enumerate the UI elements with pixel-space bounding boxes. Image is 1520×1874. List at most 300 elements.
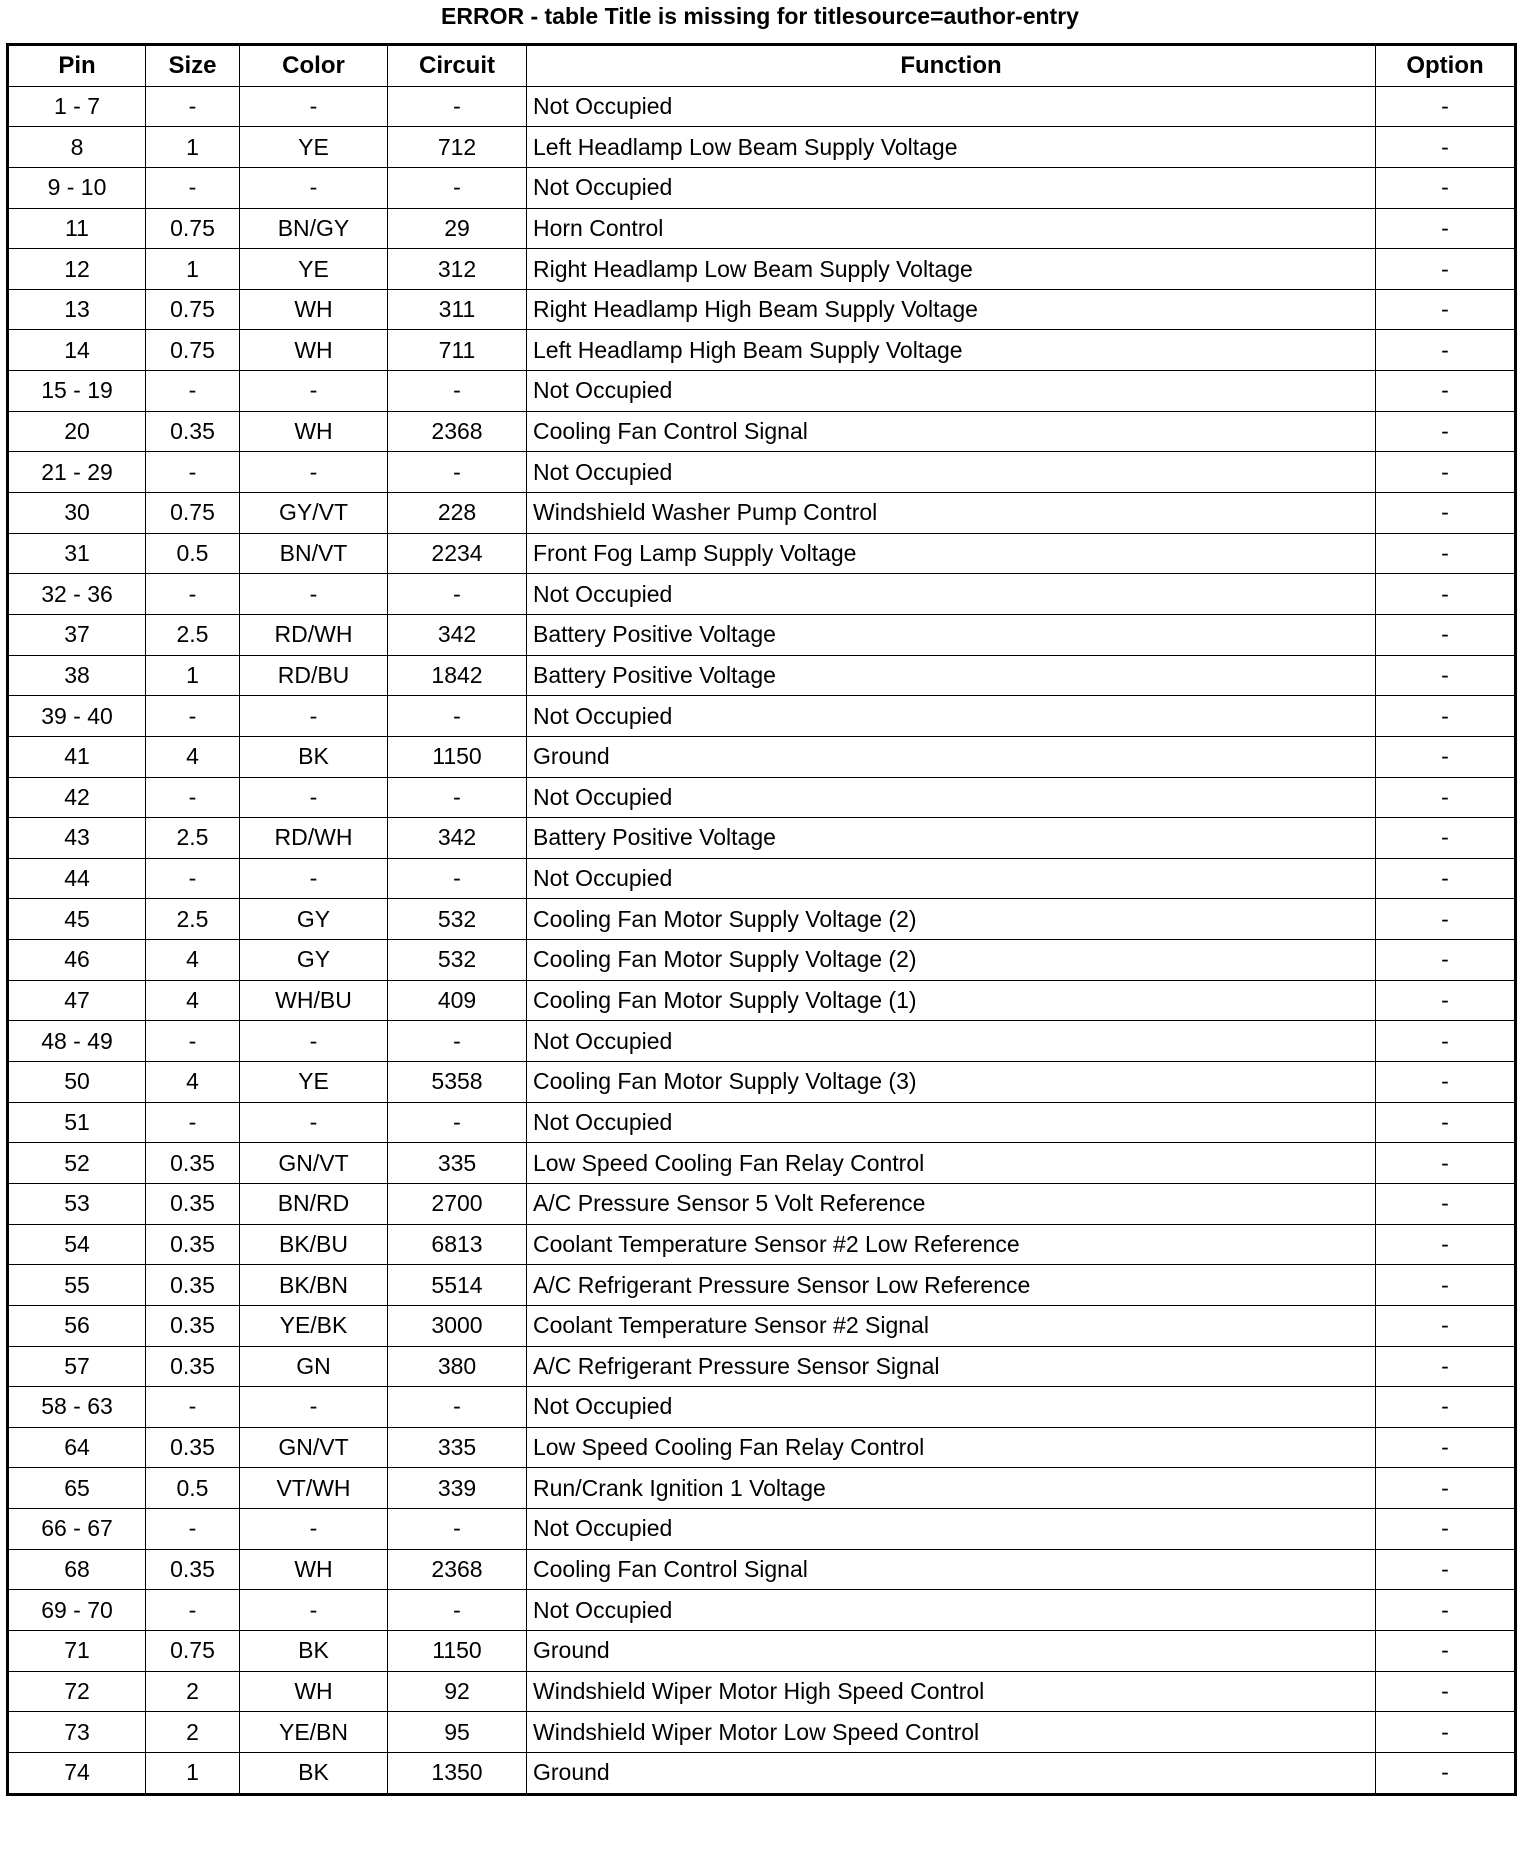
- cell-circuit: -: [388, 574, 527, 615]
- cell-color: YE: [240, 1062, 388, 1103]
- cell-color: WH: [240, 289, 388, 330]
- cell-color: WH: [240, 411, 388, 452]
- cell-size: 0.75: [146, 1630, 240, 1671]
- cell-pin: 56: [8, 1305, 146, 1346]
- table-row: [8, 858, 1516, 899]
- cell-function: A/C Refrigerant Pressure Sensor Signal: [527, 1346, 1376, 1387]
- cell-size: -: [146, 167, 240, 208]
- cell-circuit: -: [388, 167, 527, 208]
- cell-circuit: 6813: [388, 1224, 527, 1265]
- cell-option: -: [1376, 330, 1516, 371]
- cell-function: Windshield Washer Pump Control: [527, 493, 1376, 534]
- cell-pin: 65: [8, 1468, 146, 1509]
- header-row: [8, 45, 1516, 87]
- cell-size: 4: [146, 736, 240, 777]
- cell-pin: 20: [8, 411, 146, 452]
- cell-function: Right Headlamp Low Beam Supply Voltage: [527, 249, 1376, 290]
- cell-pin: 73: [8, 1712, 146, 1753]
- cell-option: -: [1376, 411, 1516, 452]
- cell-function: Not Occupied: [527, 1590, 1376, 1631]
- cell-color: WH: [240, 1671, 388, 1712]
- cell-color: BK/BN: [240, 1265, 388, 1306]
- cell-size: -: [146, 1590, 240, 1631]
- cell-color: BK/BU: [240, 1224, 388, 1265]
- cell-pin: 41: [8, 736, 146, 777]
- cell-option: -: [1376, 1590, 1516, 1631]
- cell-color: -: [240, 858, 388, 899]
- table-row: [8, 1752, 1516, 1794]
- cell-pin: 15 - 19: [8, 371, 146, 412]
- table-row: [8, 1021, 1516, 1062]
- table-row: [8, 127, 1516, 168]
- cell-color: -: [240, 696, 388, 737]
- cell-circuit: 409: [388, 980, 527, 1021]
- cell-circuit: 342: [388, 614, 527, 655]
- cell-option: -: [1376, 940, 1516, 981]
- table-body: [8, 86, 1516, 1794]
- cell-option: -: [1376, 533, 1516, 574]
- cell-color: GN: [240, 1346, 388, 1387]
- cell-function: Not Occupied: [527, 167, 1376, 208]
- cell-color: RD/BU: [240, 655, 388, 696]
- cell-pin: 50: [8, 1062, 146, 1103]
- table-row: [8, 1265, 1516, 1306]
- cell-pin: 66 - 67: [8, 1509, 146, 1550]
- table-title: ERROR - table Title is missing for titlesource=author-entry: [441, 3, 1079, 29]
- cell-size: -: [146, 86, 240, 127]
- column-header-function: Function: [527, 45, 1376, 87]
- cell-circuit: 1150: [388, 1630, 527, 1671]
- cell-function: Cooling Fan Motor Supply Voltage (1): [527, 980, 1376, 1021]
- cell-color: BN/RD: [240, 1183, 388, 1224]
- cell-option: -: [1376, 1021, 1516, 1062]
- cell-pin: 43: [8, 818, 146, 859]
- cell-circuit: 312: [388, 249, 527, 290]
- table-row: [8, 1468, 1516, 1509]
- cell-size: -: [146, 858, 240, 899]
- table-row: [8, 574, 1516, 615]
- cell-option: -: [1376, 1305, 1516, 1346]
- cell-option: -: [1376, 1102, 1516, 1143]
- cell-function: Not Occupied: [527, 1387, 1376, 1428]
- table-row: [8, 452, 1516, 493]
- cell-size: 0.35: [146, 1305, 240, 1346]
- cell-function: Battery Positive Voltage: [527, 614, 1376, 655]
- cell-function: Not Occupied: [527, 452, 1376, 493]
- cell-circuit: 311: [388, 289, 527, 330]
- cell-option: -: [1376, 980, 1516, 1021]
- cell-pin: 8: [8, 127, 146, 168]
- cell-function: Cooling Fan Control Signal: [527, 1549, 1376, 1590]
- cell-function: Not Occupied: [527, 1102, 1376, 1143]
- cell-size: 0.35: [146, 1549, 240, 1590]
- cell-size: 0.75: [146, 493, 240, 534]
- cell-circuit: -: [388, 1590, 527, 1631]
- cell-size: 2.5: [146, 614, 240, 655]
- cell-size: 0.35: [146, 1427, 240, 1468]
- cell-circuit: -: [388, 1021, 527, 1062]
- cell-size: 0.75: [146, 289, 240, 330]
- cell-color: BK: [240, 736, 388, 777]
- table-row: [8, 1305, 1516, 1346]
- cell-color: GY/VT: [240, 493, 388, 534]
- cell-circuit: 335: [388, 1143, 527, 1184]
- cell-size: 1: [146, 249, 240, 290]
- cell-circuit: -: [388, 1509, 527, 1550]
- cell-function: Windshield Wiper Motor Low Speed Control: [527, 1712, 1376, 1753]
- table-row: [8, 1549, 1516, 1590]
- cell-color: -: [240, 777, 388, 818]
- table-row: [8, 1062, 1516, 1103]
- table-row: [8, 249, 1516, 290]
- table-row: [8, 1387, 1516, 1428]
- cell-color: WH/BU: [240, 980, 388, 1021]
- cell-circuit: 342: [388, 818, 527, 859]
- cell-pin: 13: [8, 289, 146, 330]
- cell-pin: 21 - 29: [8, 452, 146, 493]
- cell-function: Cooling Fan Motor Supply Voltage (2): [527, 899, 1376, 940]
- column-header-circuit: Circuit: [388, 45, 527, 87]
- cell-size: 0.75: [146, 330, 240, 371]
- cell-pin: 45: [8, 899, 146, 940]
- cell-color: RD/WH: [240, 614, 388, 655]
- cell-size: -: [146, 1102, 240, 1143]
- cell-color: YE/BN: [240, 1712, 388, 1753]
- cell-circuit: 5358: [388, 1062, 527, 1103]
- cell-function: Not Occupied: [527, 858, 1376, 899]
- cell-size: 0.35: [146, 1143, 240, 1184]
- cell-pin: 14: [8, 330, 146, 371]
- cell-pin: 32 - 36: [8, 574, 146, 615]
- cell-pin: 38: [8, 655, 146, 696]
- cell-circuit: -: [388, 1387, 527, 1428]
- cell-pin: 44: [8, 858, 146, 899]
- cell-function: Right Headlamp High Beam Supply Voltage: [527, 289, 1376, 330]
- cell-color: GN/VT: [240, 1427, 388, 1468]
- connector-pinout-table: [6, 43, 1517, 1796]
- cell-option: -: [1376, 899, 1516, 940]
- cell-option: -: [1376, 614, 1516, 655]
- cell-option: -: [1376, 1671, 1516, 1712]
- table-row: [8, 614, 1516, 655]
- cell-circuit: 5514: [388, 1265, 527, 1306]
- cell-pin: 9 - 10: [8, 167, 146, 208]
- cell-circuit: -: [388, 777, 527, 818]
- cell-color: BN/GY: [240, 208, 388, 249]
- cell-function: Low Speed Cooling Fan Relay Control: [527, 1427, 1376, 1468]
- cell-size: 4: [146, 1062, 240, 1103]
- cell-function: Ground: [527, 736, 1376, 777]
- cell-color: GY: [240, 899, 388, 940]
- cell-function: A/C Pressure Sensor 5 Volt Reference: [527, 1183, 1376, 1224]
- cell-circuit: 335: [388, 1427, 527, 1468]
- cell-pin: 37: [8, 614, 146, 655]
- cell-option: -: [1376, 86, 1516, 127]
- table-row: [8, 1224, 1516, 1265]
- cell-function: Windshield Wiper Motor High Speed Control: [527, 1671, 1376, 1712]
- table-row: [8, 777, 1516, 818]
- cell-option: -: [1376, 452, 1516, 493]
- cell-color: BN/VT: [240, 533, 388, 574]
- cell-size: 0.35: [146, 411, 240, 452]
- table-row: [8, 899, 1516, 940]
- cell-pin: 31: [8, 533, 146, 574]
- cell-option: -: [1376, 127, 1516, 168]
- cell-option: -: [1376, 1427, 1516, 1468]
- cell-pin: 53: [8, 1183, 146, 1224]
- cell-option: -: [1376, 858, 1516, 899]
- cell-option: -: [1376, 574, 1516, 615]
- cell-color: WH: [240, 1549, 388, 1590]
- cell-color: GY: [240, 940, 388, 981]
- table-row: [8, 411, 1516, 452]
- cell-function: Not Occupied: [527, 574, 1376, 615]
- cell-option: -: [1376, 289, 1516, 330]
- cell-circuit: 711: [388, 330, 527, 371]
- cell-pin: 46: [8, 940, 146, 981]
- cell-circuit: -: [388, 858, 527, 899]
- column-header-size: Size: [146, 45, 240, 87]
- table-row: [8, 1712, 1516, 1753]
- cell-option: -: [1376, 818, 1516, 859]
- cell-pin: 72: [8, 1671, 146, 1712]
- cell-pin: 47: [8, 980, 146, 1021]
- cell-color: WH: [240, 330, 388, 371]
- cell-color: YE/BK: [240, 1305, 388, 1346]
- cell-circuit: -: [388, 86, 527, 127]
- cell-option: -: [1376, 371, 1516, 412]
- cell-color: VT/WH: [240, 1468, 388, 1509]
- cell-function: Not Occupied: [527, 1021, 1376, 1062]
- cell-circuit: 1842: [388, 655, 527, 696]
- cell-function: Not Occupied: [527, 696, 1376, 737]
- cell-color: -: [240, 1021, 388, 1062]
- cell-option: -: [1376, 1468, 1516, 1509]
- cell-size: 4: [146, 980, 240, 1021]
- cell-color: -: [240, 1102, 388, 1143]
- table-row: [8, 289, 1516, 330]
- table-row: [8, 1102, 1516, 1143]
- cell-circuit: 532: [388, 940, 527, 981]
- cell-option: -: [1376, 736, 1516, 777]
- cell-circuit: -: [388, 452, 527, 493]
- cell-option: -: [1376, 1630, 1516, 1671]
- column-header-color: Color: [240, 45, 388, 87]
- cell-size: 2: [146, 1671, 240, 1712]
- cell-pin: 71: [8, 1630, 146, 1671]
- cell-pin: 52: [8, 1143, 146, 1184]
- table-row: [8, 1346, 1516, 1387]
- table-row: [8, 1509, 1516, 1550]
- cell-pin: 30: [8, 493, 146, 534]
- cell-option: -: [1376, 1183, 1516, 1224]
- table-row: [8, 655, 1516, 696]
- cell-option: -: [1376, 1062, 1516, 1103]
- cell-function: Cooling Fan Motor Supply Voltage (2): [527, 940, 1376, 981]
- cell-size: 1: [146, 127, 240, 168]
- cell-color: -: [240, 86, 388, 127]
- cell-circuit: 95: [388, 1712, 527, 1753]
- cell-function: Not Occupied: [527, 86, 1376, 127]
- cell-function: Cooling Fan Control Signal: [527, 411, 1376, 452]
- cell-circuit: 712: [388, 127, 527, 168]
- cell-circuit: 2700: [388, 1183, 527, 1224]
- cell-circuit: -: [388, 696, 527, 737]
- cell-size: 0.5: [146, 533, 240, 574]
- cell-circuit: -: [388, 1102, 527, 1143]
- cell-circuit: 339: [388, 1468, 527, 1509]
- table-row: [8, 1427, 1516, 1468]
- cell-function: Left Headlamp High Beam Supply Voltage: [527, 330, 1376, 371]
- cell-size: -: [146, 574, 240, 615]
- cell-circuit: 1350: [388, 1752, 527, 1794]
- table-row: [8, 330, 1516, 371]
- cell-size: -: [146, 1387, 240, 1428]
- cell-pin: 1 - 7: [8, 86, 146, 127]
- cell-circuit: -: [388, 371, 527, 412]
- cell-circuit: 2368: [388, 411, 527, 452]
- column-header-option: Option: [1376, 45, 1516, 87]
- table-row: [8, 940, 1516, 981]
- cell-size: 0.35: [146, 1224, 240, 1265]
- table-row: [8, 167, 1516, 208]
- cell-function: Ground: [527, 1752, 1376, 1794]
- cell-size: 2: [146, 1712, 240, 1753]
- cell-function: Run/Crank Ignition 1 Voltage: [527, 1468, 1376, 1509]
- cell-circuit: 3000: [388, 1305, 527, 1346]
- table-row: [8, 818, 1516, 859]
- cell-option: -: [1376, 1509, 1516, 1550]
- cell-pin: 12: [8, 249, 146, 290]
- cell-function: Ground: [527, 1630, 1376, 1671]
- cell-color: BK: [240, 1630, 388, 1671]
- cell-pin: 11: [8, 208, 146, 249]
- cell-size: 1: [146, 1752, 240, 1794]
- cell-size: -: [146, 696, 240, 737]
- cell-function: Cooling Fan Motor Supply Voltage (3): [527, 1062, 1376, 1103]
- cell-circuit: 2368: [388, 1549, 527, 1590]
- cell-color: -: [240, 1509, 388, 1550]
- cell-size: 4: [146, 940, 240, 981]
- cell-function: Battery Positive Voltage: [527, 655, 1376, 696]
- cell-size: 0.75: [146, 208, 240, 249]
- cell-pin: 48 - 49: [8, 1021, 146, 1062]
- cell-pin: 64: [8, 1427, 146, 1468]
- cell-color: -: [240, 167, 388, 208]
- cell-color: -: [240, 1590, 388, 1631]
- table-row: [8, 371, 1516, 412]
- cell-color: -: [240, 574, 388, 615]
- cell-function: Front Fog Lamp Supply Voltage: [527, 533, 1376, 574]
- cell-option: -: [1376, 1549, 1516, 1590]
- cell-option: -: [1376, 655, 1516, 696]
- cell-pin: 69 - 70: [8, 1590, 146, 1631]
- cell-color: YE: [240, 127, 388, 168]
- cell-circuit: 2234: [388, 533, 527, 574]
- table-row: [8, 1143, 1516, 1184]
- table-row: [8, 736, 1516, 777]
- table-row: [8, 86, 1516, 127]
- cell-circuit: 532: [388, 899, 527, 940]
- cell-option: -: [1376, 1346, 1516, 1387]
- table-row: [8, 696, 1516, 737]
- cell-option: -: [1376, 1224, 1516, 1265]
- cell-option: -: [1376, 1143, 1516, 1184]
- cell-function: A/C Refrigerant Pressure Sensor Low Reference: [527, 1265, 1376, 1306]
- cell-pin: 55: [8, 1265, 146, 1306]
- table-row: [8, 1630, 1516, 1671]
- cell-circuit: 380: [388, 1346, 527, 1387]
- table-row: [8, 1590, 1516, 1631]
- cell-color: RD/WH: [240, 818, 388, 859]
- cell-size: 0.35: [146, 1183, 240, 1224]
- cell-function: Horn Control: [527, 208, 1376, 249]
- cell-pin: 57: [8, 1346, 146, 1387]
- cell-pin: 39 - 40: [8, 696, 146, 737]
- cell-color: YE: [240, 249, 388, 290]
- cell-circuit: 92: [388, 1671, 527, 1712]
- cell-function: Not Occupied: [527, 1509, 1376, 1550]
- cell-size: -: [146, 1509, 240, 1550]
- cell-function: Left Headlamp Low Beam Supply Voltage: [527, 127, 1376, 168]
- table-row: [8, 493, 1516, 534]
- cell-circuit: 29: [388, 208, 527, 249]
- table-row: [8, 1671, 1516, 1712]
- cell-size: 2.5: [146, 899, 240, 940]
- table-row: [8, 533, 1516, 574]
- cell-option: -: [1376, 696, 1516, 737]
- cell-pin: 74: [8, 1752, 146, 1794]
- cell-color: -: [240, 452, 388, 493]
- cell-size: 0.35: [146, 1265, 240, 1306]
- cell-color: -: [240, 371, 388, 412]
- cell-pin: 51: [8, 1102, 146, 1143]
- cell-option: -: [1376, 1752, 1516, 1794]
- cell-function: Not Occupied: [527, 371, 1376, 412]
- cell-size: 0.35: [146, 1346, 240, 1387]
- cell-size: -: [146, 1021, 240, 1062]
- cell-function: Not Occupied: [527, 777, 1376, 818]
- cell-function: Low Speed Cooling Fan Relay Control: [527, 1143, 1376, 1184]
- cell-pin: 58 - 63: [8, 1387, 146, 1428]
- cell-option: -: [1376, 777, 1516, 818]
- cell-option: -: [1376, 249, 1516, 290]
- cell-color: GN/VT: [240, 1143, 388, 1184]
- cell-color: BK: [240, 1752, 388, 1794]
- cell-function: Coolant Temperature Sensor #2 Low Reference: [527, 1224, 1376, 1265]
- cell-circuit: 1150: [388, 736, 527, 777]
- cell-option: -: [1376, 1265, 1516, 1306]
- cell-option: -: [1376, 208, 1516, 249]
- cell-function: Coolant Temperature Sensor #2 Signal: [527, 1305, 1376, 1346]
- cell-size: -: [146, 371, 240, 412]
- column-header-pin: Pin: [8, 45, 146, 87]
- cell-size: 0.5: [146, 1468, 240, 1509]
- cell-size: 1: [146, 655, 240, 696]
- cell-pin: 68: [8, 1549, 146, 1590]
- cell-pin: 42: [8, 777, 146, 818]
- cell-size: 2.5: [146, 818, 240, 859]
- table-row: [8, 980, 1516, 1021]
- cell-option: -: [1376, 1387, 1516, 1428]
- cell-function: Battery Positive Voltage: [527, 818, 1376, 859]
- table-row: [8, 1183, 1516, 1224]
- cell-option: -: [1376, 167, 1516, 208]
- cell-size: -: [146, 777, 240, 818]
- cell-color: -: [240, 1387, 388, 1428]
- cell-circuit: 228: [388, 493, 527, 534]
- cell-pin: 54: [8, 1224, 146, 1265]
